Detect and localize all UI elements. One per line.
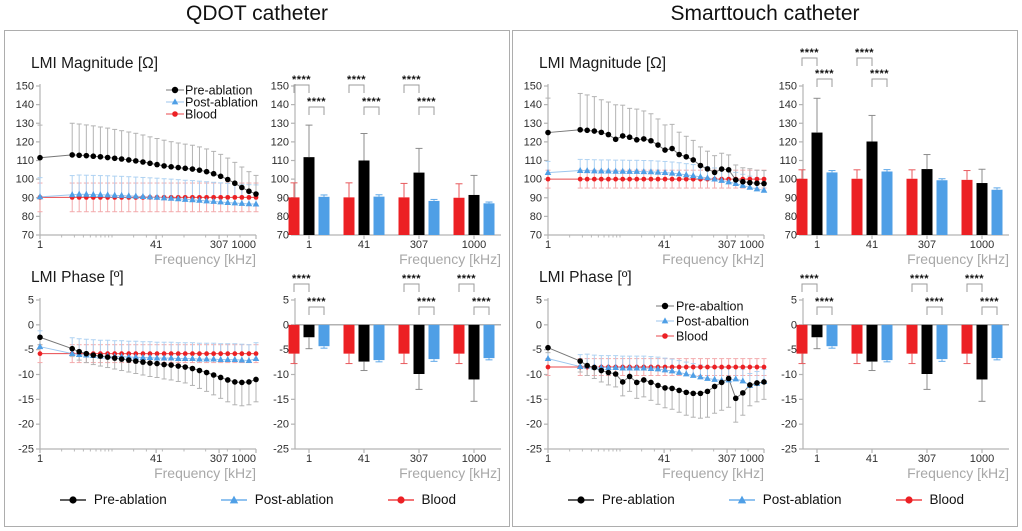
svg-text:110: 110 (524, 155, 542, 167)
legend-label: Post-ablation (254, 492, 334, 507)
svg-text:****: **** (346, 74, 367, 86)
svg-text:0: 0 (282, 319, 289, 332)
svg-text:150: 150 (270, 80, 289, 93)
svg-text:****: **** (814, 296, 835, 308)
svg-text:-10: -10 (18, 369, 34, 381)
svg-text:307: 307 (917, 239, 937, 251)
svg-text:LMI Phase [º]: LMI Phase [º] (539, 269, 632, 286)
svg-text:5: 5 (535, 294, 542, 307)
svg-text:1: 1 (813, 239, 821, 251)
svg-text:Frequency [kHz]: Frequency [kHz] (662, 465, 764, 481)
qdot-panel (4, 0, 510, 531)
svg-text:LMI Phase [º]: LMI Phase [º] (31, 269, 124, 286)
svg-text:1: 1 (36, 453, 44, 465)
legend-label: Pre-ablation (93, 492, 167, 507)
qdot-bottom-legend (5, 492, 509, 507)
triangle-marker-icon (219, 493, 249, 507)
svg-text:5: 5 (282, 294, 289, 307)
svg-text:1000: 1000 (969, 453, 995, 465)
svg-text:100: 100 (523, 173, 542, 186)
svg-text:70: 70 (784, 229, 797, 242)
svg-text:80: 80 (276, 210, 289, 223)
svg-text:307: 307 (409, 453, 429, 465)
svg-text:-20: -20 (18, 418, 34, 431)
svg-text:110: 110 (271, 155, 289, 167)
svg-text:150: 150 (15, 80, 34, 93)
legend-item-post-ablation (219, 492, 334, 507)
panel-title-qdot: QDOT catheter (186, 2, 328, 25)
svg-text:****: **** (869, 68, 890, 80)
magnitude-bar-svg (267, 37, 507, 271)
svg-text:Frequency [kHz]: Frequency [kHz] (399, 465, 501, 481)
smarttouch-lmi-phase-bar-chart (775, 251, 1015, 485)
svg-text:-25: -25 (273, 443, 289, 456)
svg-text:307: 307 (209, 453, 229, 465)
svg-text:90: 90 (529, 192, 542, 205)
phase-bar-svg (267, 251, 507, 485)
svg-text:-25: -25 (18, 443, 34, 456)
svg-text:-10: -10 (273, 369, 289, 381)
svg-text:-15: -15 (781, 393, 797, 406)
qdot-panel-box (4, 30, 510, 527)
svg-text:70: 70 (276, 229, 289, 242)
svg-text:1: 1 (305, 453, 313, 465)
svg-text:****: **** (291, 74, 312, 86)
svg-text:80: 80 (784, 210, 797, 223)
legend-item-blood (894, 492, 965, 507)
svg-text:Frequency [kHz]: Frequency [kHz] (907, 465, 1009, 481)
svg-text:140: 140 (523, 99, 542, 112)
svg-text:80: 80 (529, 210, 542, 223)
svg-text:Frequency [kHz]: Frequency [kHz] (154, 251, 256, 267)
svg-text:130: 130 (15, 117, 34, 130)
svg-text:120: 120 (270, 136, 289, 149)
svg-text:****: **** (416, 296, 437, 308)
svg-text:****: **** (799, 47, 820, 59)
svg-text:150: 150 (523, 80, 542, 93)
legend-label: Blood (929, 492, 965, 507)
svg-text:-5: -5 (532, 344, 542, 357)
svg-text:120: 120 (778, 136, 797, 149)
svg-text:307: 307 (917, 453, 937, 465)
svg-text:-10: -10 (526, 369, 542, 381)
svg-text:Pre-ablation: Pre-ablation (185, 83, 253, 98)
svg-text:307: 307 (717, 453, 737, 465)
svg-text:1: 1 (544, 453, 552, 465)
circle-marker-icon (566, 493, 596, 507)
svg-text:41: 41 (357, 239, 371, 251)
smarttouch-lmi-phase-line-chart (515, 251, 777, 485)
svg-text:****: **** (401, 273, 422, 285)
svg-text:5: 5 (27, 294, 34, 307)
magnitude-bar-svg (775, 37, 1015, 271)
svg-text:140: 140 (778, 99, 797, 112)
svg-text:LMI Magnitude [Ω]: LMI Magnitude [Ω] (539, 55, 667, 72)
svg-text:LMI Magnitude [Ω]: LMI Magnitude [Ω] (31, 55, 159, 72)
svg-text:****: **** (401, 74, 422, 86)
svg-text:Post-abaltion: Post-abaltion (676, 314, 749, 329)
smarttouch-panel-box (512, 30, 1018, 527)
phase-bar-svg (775, 251, 1015, 485)
qdot-lmi-magnitude-bar-chart (267, 37, 507, 271)
svg-text:307: 307 (409, 239, 429, 251)
legend-label: Blood (421, 492, 457, 507)
svg-text:****: **** (361, 96, 382, 108)
svg-text:Blood: Blood (185, 107, 217, 122)
qdot-lmi-magnitude-line-chart (7, 37, 269, 271)
svg-text:0: 0 (535, 319, 542, 332)
svg-text:-20: -20 (781, 418, 797, 431)
svg-text:307: 307 (717, 239, 737, 251)
svg-text:Frequency [kHz]: Frequency [kHz] (907, 251, 1009, 267)
svg-text:100: 100 (270, 173, 289, 186)
svg-text:****: **** (964, 273, 985, 285)
svg-text:1: 1 (544, 239, 552, 251)
magnitude-line-svg (515, 37, 777, 271)
circle-marker-icon (894, 493, 924, 507)
svg-text:****: **** (854, 47, 875, 59)
svg-text:41: 41 (865, 239, 879, 251)
legend-item-pre-ablation (58, 492, 167, 507)
svg-text:-20: -20 (526, 418, 542, 431)
svg-text:1000: 1000 (969, 239, 995, 251)
svg-text:-5: -5 (787, 344, 797, 357)
svg-text:100: 100 (15, 173, 34, 186)
svg-text:140: 140 (15, 99, 34, 112)
qdot-lmi-phase-line-chart (7, 251, 269, 485)
svg-text:0: 0 (27, 319, 34, 332)
svg-text:1000: 1000 (231, 453, 256, 465)
svg-text:150: 150 (778, 80, 797, 93)
circle-marker-icon (386, 493, 416, 507)
smarttouch-panel (512, 0, 1018, 531)
smarttouch-lmi-magnitude-line-chart (515, 37, 777, 271)
svg-text:110: 110 (16, 155, 34, 167)
svg-text:-10: -10 (781, 369, 797, 381)
svg-text:70: 70 (21, 229, 34, 242)
svg-text:90: 90 (276, 192, 289, 205)
svg-text:1000: 1000 (461, 453, 487, 465)
svg-text:90: 90 (784, 192, 797, 205)
magnitude-line-svg (7, 37, 269, 271)
svg-text:120: 120 (523, 136, 542, 149)
legend-item-post-ablation (727, 492, 842, 507)
svg-text:130: 130 (270, 117, 289, 130)
svg-text:100: 100 (778, 173, 797, 186)
svg-text:110: 110 (779, 155, 797, 167)
svg-text:-5: -5 (279, 344, 289, 357)
svg-text:****: **** (456, 273, 477, 285)
svg-text:****: **** (291, 273, 312, 285)
svg-text:120: 120 (15, 136, 34, 149)
qdot-lmi-phase-bar-chart (267, 251, 507, 485)
svg-text:5: 5 (790, 294, 797, 307)
svg-text:1: 1 (813, 453, 821, 465)
svg-text:-25: -25 (781, 443, 797, 456)
svg-text:****: **** (979, 296, 1000, 308)
svg-text:****: **** (471, 296, 492, 308)
svg-text:-15: -15 (18, 393, 34, 406)
legend-label: Post-ablation (762, 492, 842, 507)
svg-text:41: 41 (357, 453, 371, 465)
svg-text:130: 130 (523, 117, 542, 130)
svg-text:Frequency [kHz]: Frequency [kHz] (154, 465, 256, 481)
svg-text:-15: -15 (273, 393, 289, 406)
svg-text:70: 70 (529, 229, 542, 242)
svg-text:Blood: Blood (676, 329, 708, 344)
svg-text:41: 41 (865, 453, 879, 465)
svg-text:Post-ablation: Post-ablation (185, 95, 258, 110)
smarttouch-bottom-legend (513, 492, 1017, 507)
svg-text:140: 140 (270, 99, 289, 112)
legend-item-pre-ablation (566, 492, 675, 507)
svg-text:****: **** (306, 96, 327, 108)
svg-text:****: **** (814, 68, 835, 80)
svg-text:****: **** (416, 96, 437, 108)
svg-text:307: 307 (209, 239, 229, 251)
svg-text:****: **** (306, 296, 327, 308)
svg-text:80: 80 (21, 210, 34, 223)
svg-text:Frequency [kHz]: Frequency [kHz] (399, 251, 501, 267)
svg-text:1000: 1000 (739, 453, 764, 465)
svg-text:Pre-abaltion: Pre-abaltion (676, 299, 744, 314)
svg-text:1000: 1000 (739, 239, 764, 251)
svg-text:1: 1 (36, 239, 44, 251)
legend-item-blood (386, 492, 457, 507)
svg-text:****: **** (799, 273, 820, 285)
svg-text:41: 41 (149, 239, 163, 251)
svg-text:****: **** (909, 273, 930, 285)
smarttouch-lmi-magnitude-bar-chart (775, 37, 1015, 271)
panel-title-smarttouch: Smarttouch catheter (670, 2, 860, 25)
svg-text:-5: -5 (24, 344, 34, 357)
svg-text:41: 41 (149, 453, 163, 465)
svg-text:1000: 1000 (461, 239, 487, 251)
svg-text:1: 1 (305, 239, 313, 251)
svg-text:Frequency [kHz]: Frequency [kHz] (662, 251, 764, 267)
svg-text:90: 90 (21, 192, 34, 205)
triangle-marker-icon (727, 493, 757, 507)
svg-text:130: 130 (778, 117, 797, 130)
svg-text:-15: -15 (526, 393, 542, 406)
svg-text:41: 41 (657, 239, 671, 251)
svg-text:1000: 1000 (231, 239, 256, 251)
svg-text:****: **** (924, 296, 945, 308)
phase-line-svg (515, 251, 777, 485)
legend-label: Pre-ablation (601, 492, 675, 507)
svg-text:-25: -25 (526, 443, 542, 456)
svg-text:0: 0 (790, 319, 797, 332)
circle-marker-icon (58, 493, 88, 507)
phase-line-svg (7, 251, 269, 485)
svg-text:41: 41 (657, 453, 671, 465)
svg-text:-20: -20 (273, 418, 289, 431)
